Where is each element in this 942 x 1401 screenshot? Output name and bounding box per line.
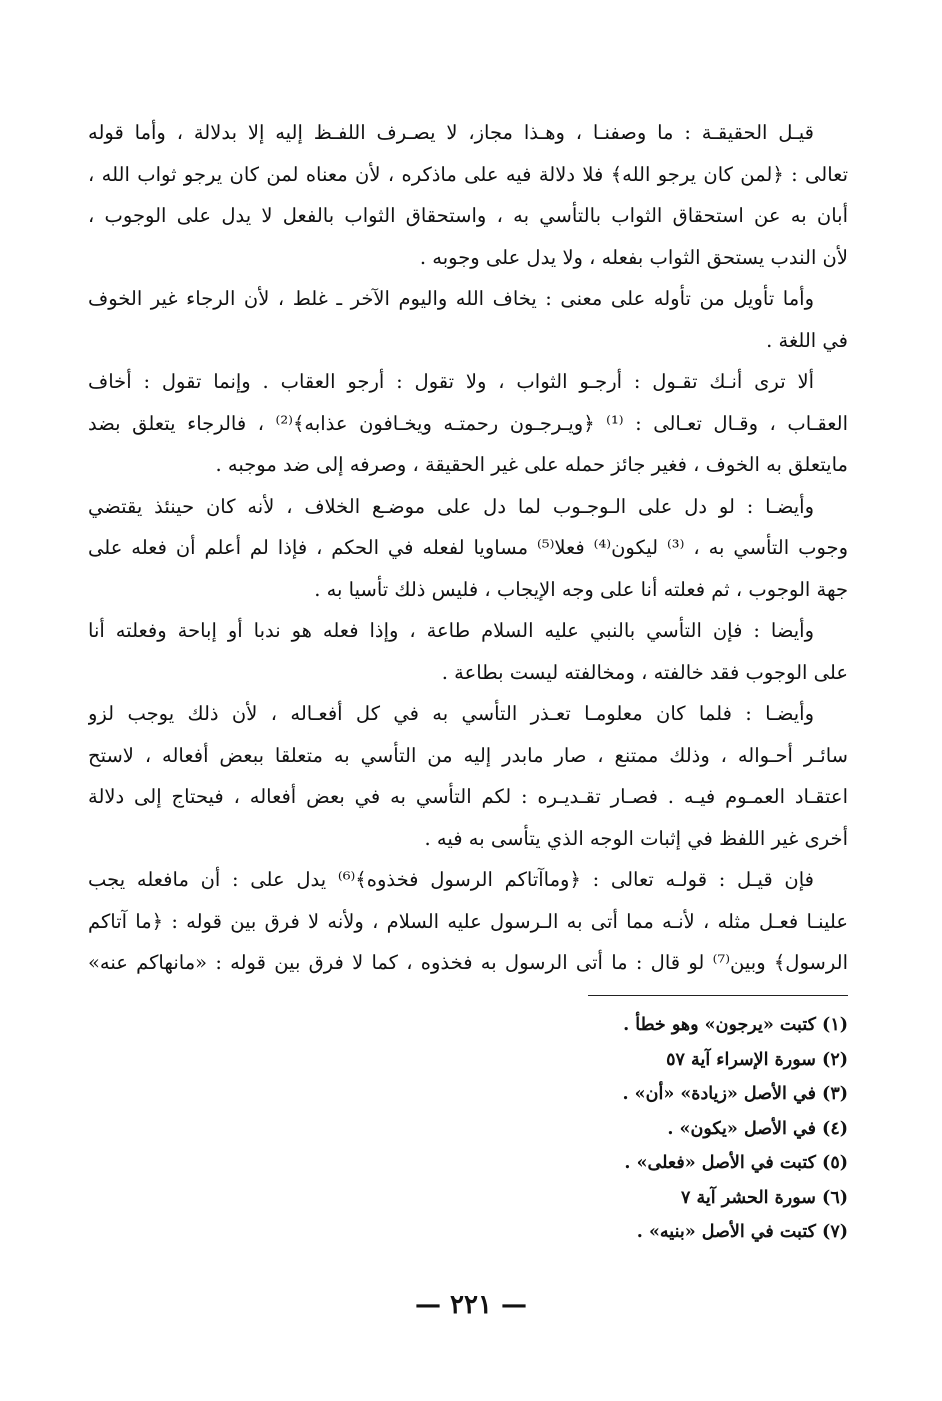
- text-line: قيـل الحقيقـة : ما وصفنـا ، وهـذا مجاز، لا يصـرف اللفـظ إليه إلا بدلالة ، وأما قوله: [88, 121, 814, 144]
- footnote: (٧) كتبت في الأصل «بنيه» .: [636, 1222, 848, 1242]
- text-line: أبان به عن استحقاق الثواب بالتأسي به ، واستحقاق الثواب بالفعل لا يدل على الوجوب ،: [88, 204, 848, 227]
- text-line: أخرى غير اللفظ في إثبات الوجه الذي يتأسى به فيه .: [424, 826, 848, 850]
- text-line: وأيضـا : فلما كان معلومـا تعـذر التأسي به في كل أفعـاله ، لأن ذلك يوجب لزو: [88, 702, 814, 725]
- footnote-divider: [588, 995, 848, 996]
- footnotes-block: [428, 1008, 848, 1250]
- text-line: وجوب التأسي به ، ⁽³⁾ ليكون⁽⁴⁾ فعلا⁽⁵⁾ مساويا لفعله في الحكم ، فإذا لم أعلم أن فعله على: [88, 536, 848, 559]
- text-line: مايتعلق به الخوف ، فغير جائز حمله على غير الحقيقة ، وصرفه إلى ضد موجبه .: [215, 453, 848, 476]
- text-line: سائـر أحـواله ، وذلك ممتنع ، صار مابدر إليه من التأسي به متعلقا ببعض أفعاله ، لاستح: [88, 743, 848, 767]
- text-line: العقـاب ، وقـال تعـالى : ⁽¹⁾ ﴿ويـرجـون رحمتـه ويخـافون عذابه﴾⁽²⁾ ، فالرجاء يتعلق بضد: [88, 411, 848, 435]
- text-line: وأما تأويل من تأوله على معنى : يخاف الله واليوم الآخر ـ غلط ، لأن الرجاء غير الخوف: [88, 287, 814, 310]
- text-line: وأيضـا : لو دل على الـوجـوب لما دل على موضـع الخلاف ، لأنه كان حينئذ يقتضي: [88, 494, 814, 518]
- footnote: (٣) في الأصل «زيادة» «أن» .: [622, 1084, 848, 1104]
- text-line: الرسول﴾ وبين⁽⁷⁾ لو قال : ما أتى الرسول به فخذوه ، كما لا فرق بين قوله : «مانهاكم عنه»: [88, 951, 848, 974]
- footnote: (٥) كتبت في الأصل «فعلى» .: [624, 1153, 848, 1173]
- text-line: فإن قيـل : قولـه تعالى : ﴿وماآتاكم الرسول فخذوه﴾⁽⁶⁾ يدل على : أن مافعله يجب: [88, 868, 814, 891]
- text-line: لأن الندب يستحق الثواب بفعله ، ولا يدل على وجوبه .: [419, 245, 848, 269]
- text-line: تعالى : ﴿لمن كان يرجو الله﴾ فلا دلالة فيه على ماذكره ، لأن معناه لمن كان يرجو ثواب الله ،: [88, 162, 848, 186]
- footnote: (١) كتبت «يرجون» وهو خطأ .: [623, 1015, 848, 1035]
- page-number: — ٢٢١ —: [414, 1290, 528, 1320]
- text-line: وأيضا : فإن التأسي بالنبي عليه السلام طاعة ، وإذا فعله هو ندبا أو إباحة وفعلته أنا: [88, 619, 814, 642]
- main-text-block: [88, 112, 848, 984]
- text-line: على الوجوب فقد خالفته ، ومخالفته ليست بطاعة .: [441, 660, 848, 684]
- text-line: في اللغة .: [766, 328, 848, 352]
- text-line: اعتقـاد العمـوم فيـه . فصـار تقـديـره : لكم التأسي به في بعض أفعاله ، فيحتاج إلى دلالة: [88, 785, 848, 808]
- text-line: علينـا فعـل مثله ، لأنـه مما أتى به الـرسول عليه السلام ، ولأنه لا فرق بين قوله : ﴿ما آتاكم: [88, 909, 848, 933]
- footnote: (٤) في الأصل «يكون» .: [667, 1118, 848, 1139]
- footnote: (٢) سورة الإسراء آية ٥٧: [666, 1049, 848, 1070]
- footnote: (٦) سورة الحشر آية ٧: [681, 1187, 848, 1208]
- text-line: جهة الوجوب ، ثم فعلته أنا على وجه الإيجاب ، فليس ذلك تأسيا به .: [314, 577, 848, 601]
- text-line: ألا ترى أنـك تقـول : أرجـو الثواب ، ولا تقول : أرجو العقاب . وإنما تقول : أخاف: [88, 370, 814, 393]
